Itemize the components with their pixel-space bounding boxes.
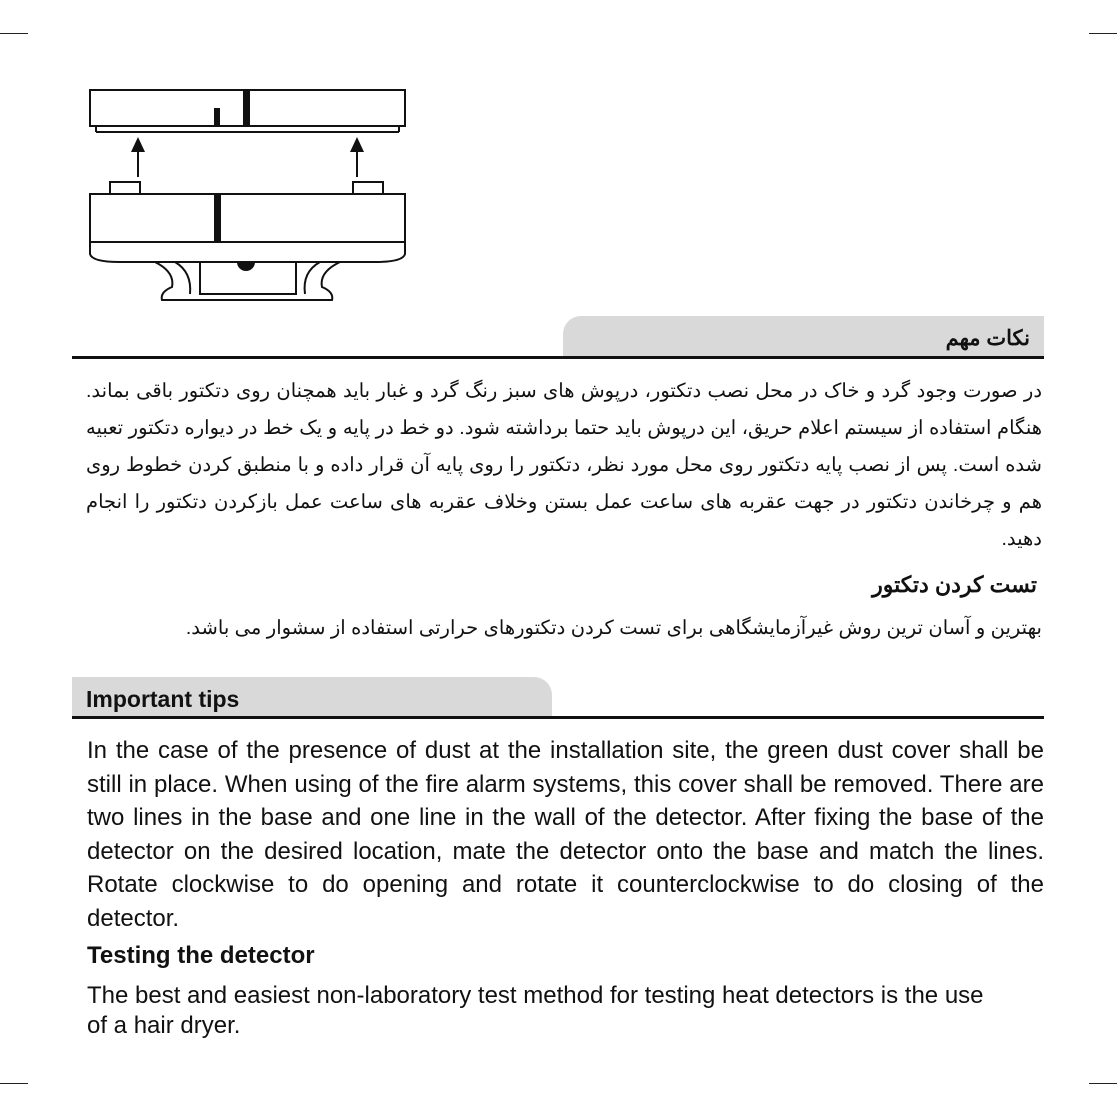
crop-mark-top-right	[1089, 33, 1117, 34]
english-tips-paragraph: In the case of the presence of dust at the installation site, the green dust cover shall be still in place. When using of the fire alarm systems, this cover shall be removed. There are two lines in the base and one line in the wall of the detector. After fixing the base of the detector on the desired location, mate the detector onto the base and match the lines. Rotate clockwise to do opening and rotate it counterclockwise to do closing of the detector.	[87, 737, 1044, 932]
persian-section-rule	[72, 356, 1044, 359]
persian-section-tab	[563, 316, 1044, 356]
english-test-heading: Testing the detector	[87, 942, 315, 969]
english-section-tab	[72, 677, 552, 717]
persian-tips-paragraph: در صورت وجود گرد و خاک در محل نصب دتکتور، درپوش های سبز رنگ گرد و غبار باید همچنان روی دتکتور باقی بماند. هنگام استفاده از سیستم اعلام حریق، این درپوش باید حتما برداشته شود. دو خط در پایه و یک خط در دیواره دتکتور تعبیه شده است. پس از نصب پایه دتکتور روی محل مورد نظر، دتکتور را روی پایه آن قرار داده و با منطبق کردن خطوط روی هم و چرخاندن دتکتور در جهت عقربه های ساعت عمل بستن وخلاف عقربه های ساعت عمل بازکردن دتکتور را انجام دهید.	[86, 380, 1042, 550]
persian-test-heading: تست کردن دتکتور	[872, 572, 1037, 597]
detector-mounting-diagram-icon	[80, 82, 420, 312]
crop-mark-bottom-left	[0, 1083, 28, 1084]
crop-mark-top-left	[0, 33, 28, 34]
crop-mark-bottom-right	[1089, 1083, 1117, 1084]
persian-test-text: بهترین و آسان ترین روش غیرآزمایشگاهی برای تست کردن دتکتورهای حرارتی استفاده از سشوار می باشد.	[185, 617, 1042, 639]
persian-section-title: نکات مهم	[945, 327, 1030, 350]
english-test-text: The best and easiest non-laboratory test method for testing heat detectors is the use of a hair dryer.	[87, 982, 984, 1039]
english-section-title: Important tips	[86, 686, 240, 712]
english-section-rule	[72, 716, 1044, 719]
